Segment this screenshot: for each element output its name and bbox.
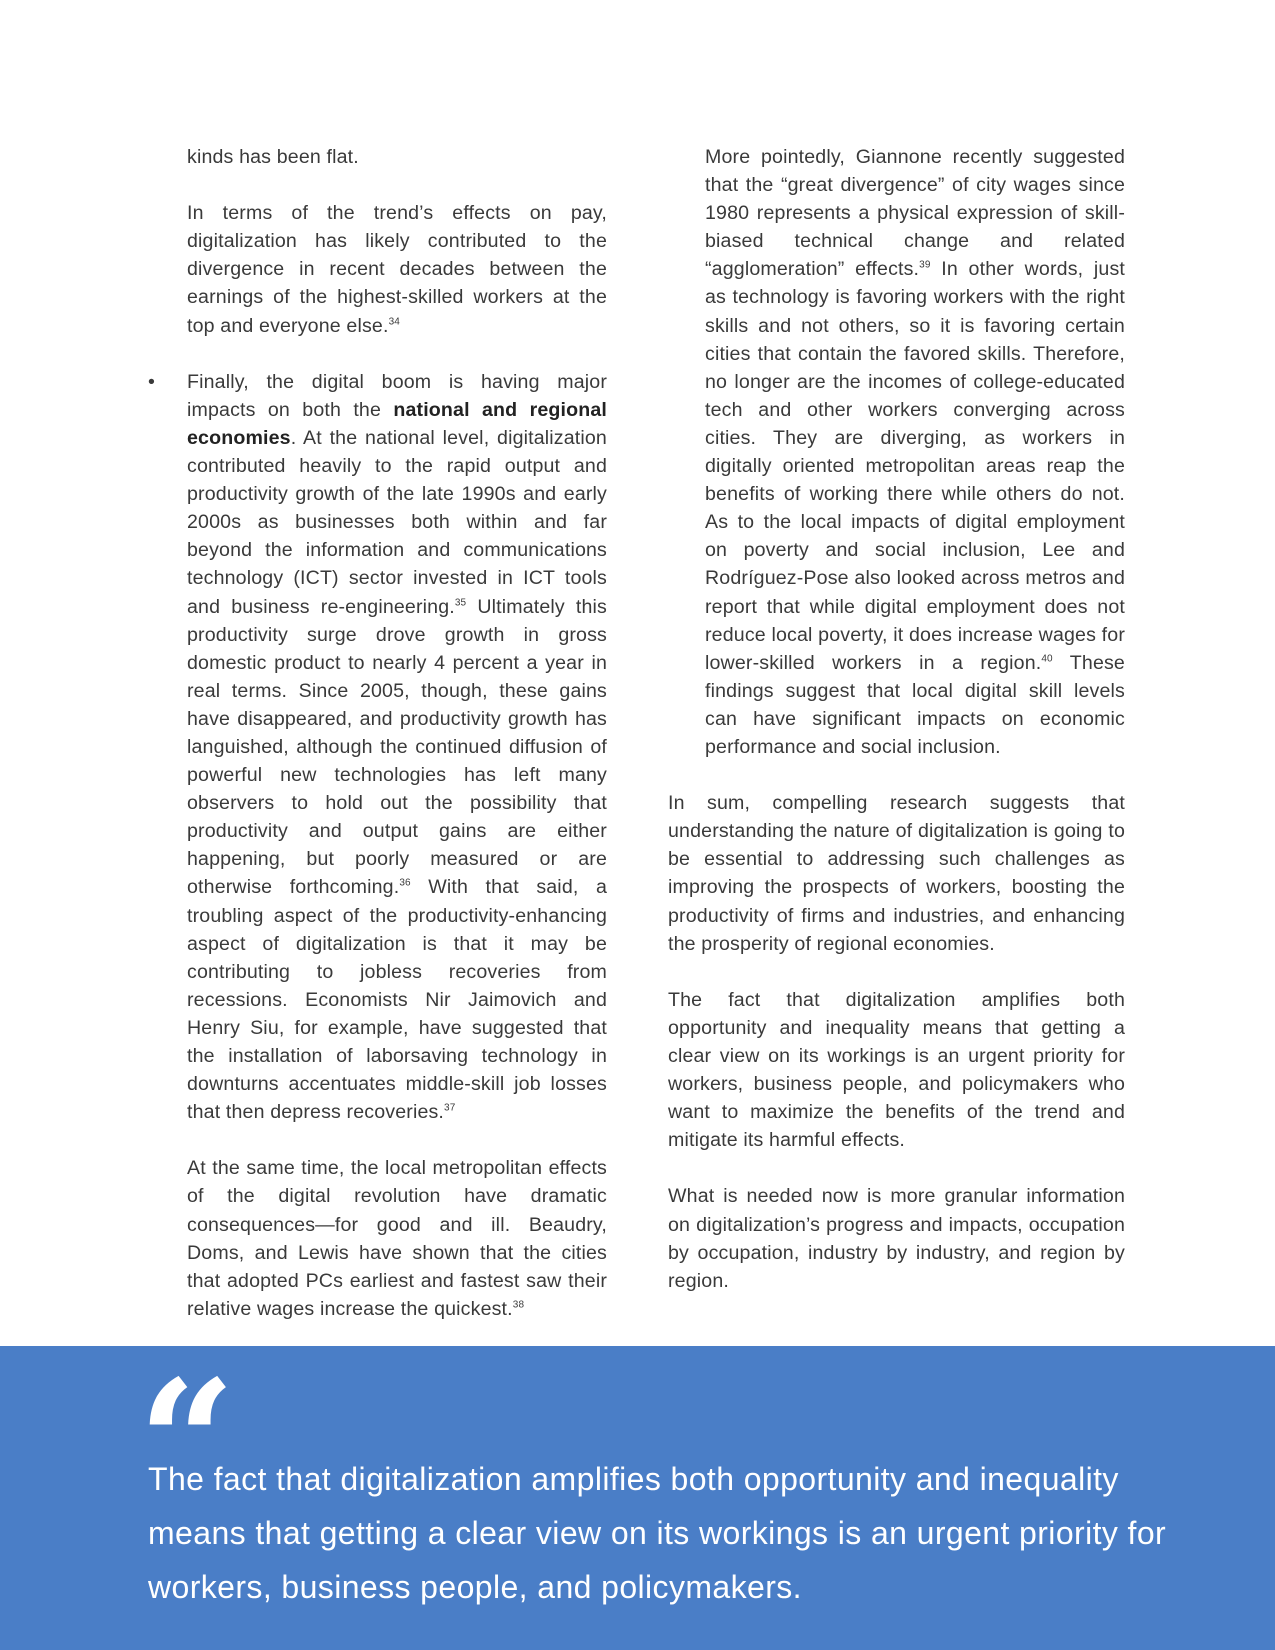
footnote-ref: 39: [919, 259, 931, 271]
bullet-paragraph-economies: • Finally, the digital boom is having major impacts on both the national and regional economies. At the national level, digitalization contributed heavily to the rapid output and productivity growth of the late 1990s and early 2000s as businesses both within and far beyond the information and communications technology (ICT) sector invested in ICT tools and business re-engineering.$^{35}$ Ultimately this productivity surge drove growth in gross domestic product to nearly 4 percent a year in real terms. Since 2005, though, these gains have disappeared, and productivity growth has languished, although the continued diffusion of powerful new technologies has left many observers to hold out the possibility that productivity and output gains are either happening, but poorly measured or are otherwise forthcoming.$^{36}$ With that said, a troubling aspect of the productivity-enhancing aspect of digitalization is that it may be contributing to jobless recoveries from recessions. Economists Nir Jaimovich and Henry Siu, for example, have suggested that the installation of laborsaving technology in downturns accentuates middle-skill job losses that then depress recoveries.$^{37}$: [187, 368, 607, 1127]
pullquote-text: The fact that digitalization amplifies both opportunity and inequality means that getting a clear view on its workings is an urgent priority for workers, business people, and policymakers.: [148, 1461, 1167, 1605]
paragraph-divergence: More pointedly, Giannone recently suggested that the “great divergence” of city wages since 1980 represents a physical expression of skill-biased technical change and related “agglomeration” effects.$^{39}$ In other words, just as technology is favoring workers with the right skills and not others, so it is favoring certain cities that contain the favored skills. Therefore, no longer are the incomes of college-educated tech and other workers converging across cities. They are diverging, as workers in digitally oriented metropolitan areas reap the benefits of working there while others do not. As to the local impacts of digital employment on poverty and social inclusion, Lee and Rodríguez-Pose also looked across metros and report that while digital employment does not reduce local poverty, it does increase wages for lower-skilled workers in a region.$^{40}$ These findings suggest that local digital skill levels can have significant impacts on economic performance and social inclusion.: [705, 146, 1125, 758]
paragraph-flat: kinds has been flat.: [187, 146, 359, 168]
bold-phrase: national and regional economies: [187, 398, 608, 449]
footnote-ref: 38: [512, 1299, 525, 1311]
bullet-icon: •: [148, 370, 156, 393]
footnote-ref: 34: [388, 316, 400, 328]
paragraph-amplifies: The fact that digitalization amplifies both opportunity and inequality means that getting a clear view on its workings is an urgent priority for workers, business people, and policymakers who want to maximize the benefits of the trend and mitigate its harmful effects.: [668, 988, 1125, 1152]
right-column: [668, 143, 1125, 1323]
footnote-ref: 36: [399, 877, 411, 889]
footnote-ref: 40: [1041, 653, 1053, 665]
left-column: [148, 143, 608, 1351]
paragraph-metropolitan: At the same time, the local metropolitan effects of the digital revolution have dramatic consequences—for good and ill. Beaudry, Doms, and Lewis have shown that the cities that adopted PCs earliest and fastest saw their relative wages increase the quickest.$^{38}$: [187, 1157, 607, 1320]
paragraph-in-sum: In sum, compelling research suggests that understanding the nature of digitalization is going to be essential to addressing such challenges as improving the prospects of workers, boosting the productivity of firms and industries, and enhancing the prosperity of regional economies.: [668, 792, 1125, 955]
footnote-ref: 35: [454, 596, 467, 608]
footnote-ref: 37: [444, 1102, 456, 1114]
paragraph-pay: In terms of the trend’s effects on pay, digitalization has likely contributed to the divergence in recent decades between the earnings of the highest-skilled workers at the top and everyone else.$^{34}$: [187, 202, 607, 337]
quote-mark-icon: “: [138, 1343, 236, 1543]
paragraph-needed: What is needed now is more granular information on digitalization’s progress and impacts, occupation by occupation, industry by industry, and region by region.: [668, 1185, 1125, 1292]
